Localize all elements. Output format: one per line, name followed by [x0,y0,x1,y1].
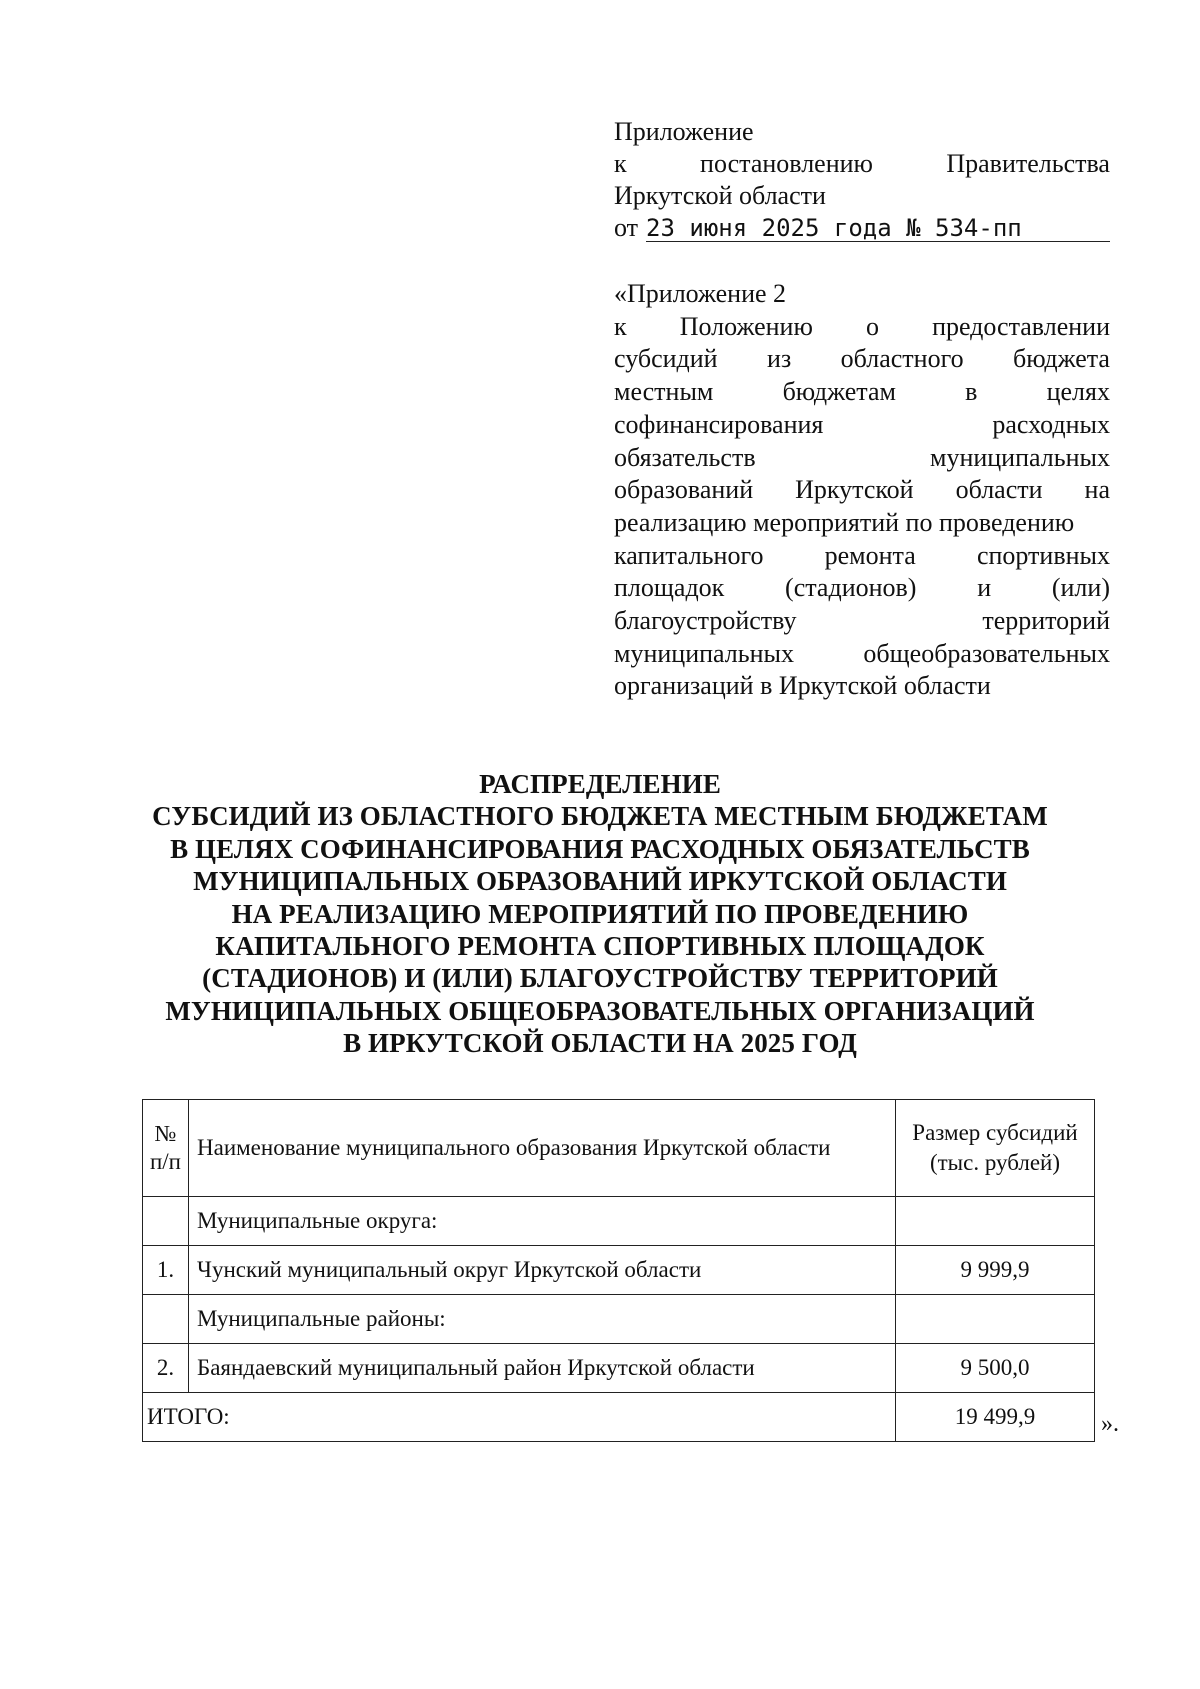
regulation-lines [614,311,1110,703]
row-num: 1. [143,1246,189,1295]
regulation-word: Положению [679,311,813,341]
closing-quote: ». [1101,1411,1119,1437]
regulation-word: спортивных [976,540,1110,570]
regulation-word: к [614,311,627,341]
regulation-word: ремонта [824,540,916,570]
regulation-word: расходных [992,409,1110,439]
regulation-word: области [955,475,1043,505]
regulation-word: муниципальных [929,442,1110,472]
regulation-line [614,605,1110,638]
heading-title: РАСПРЕДЕЛЕНИЕ [479,769,721,799]
regulation-word: (стадионов) [785,573,917,603]
regulation-word: муниципальных [614,638,795,668]
heading-line: МУНИЦИПАЛЬНЫХ ОБРАЗОВАНИЙ ИРКУТСКОЙ ОБЛАСТИ [193,866,1007,897]
row-name: Баяндаевский муниципальный район Иркутской области [189,1344,896,1393]
table-total-row [143,1393,1095,1442]
row-name: Муниципальные районы: [189,1295,896,1344]
heading-line: МУНИЦИПАЛЬНЫХ ОБЩЕОБРАЗОВАТЕЛЬНЫХ ОРГАНИЗАЦИЙ [165,995,1035,1026]
heading-line: (СТАДИОНОВ) И (ИЛИ) БЛАГОУСТРОЙСТВУ ТЕРРИТОРИЙ [202,963,998,994]
regulation-word: реализацию мероприятий по проведению [614,507,1075,537]
appendix-line-2 [614,148,1110,180]
regulation-line [614,572,1110,605]
distribution-table [142,1099,1095,1442]
regulation-word: целях [1046,377,1110,407]
row-value: 9 999,9 [896,1246,1095,1295]
regulation-word: в [965,377,978,407]
regulation-word: и [977,573,992,603]
regulation-line [614,507,1110,540]
row-num [143,1295,189,1344]
regulation-word: на [1084,475,1110,505]
table-row [143,1295,1095,1344]
regulation-word: организаций в Иркутской области [614,671,991,701]
header-value-line1: Размер субсидий [912,1120,1078,1145]
row-value [896,1197,1095,1246]
regulation-line [614,670,1110,703]
row-name: Чунский муниципальный округ Иркутской области [189,1246,896,1295]
regulation-word: образований [614,475,754,505]
regulation-line [614,311,1110,344]
regulation-word: софинансирования [614,409,824,439]
regulation-line [614,638,1110,671]
regulation-word: (или) [1051,573,1110,603]
total-value: 19 499,9 [896,1393,1095,1442]
regulation-word: субсидий [614,344,718,374]
heading-line: НА РЕАЛИЗАЦИЮ МЕРОПРИЯТИЙ ПО ПРОВЕДЕНИЮ [231,898,969,929]
regulation-word: о [865,311,879,341]
regulation-line [614,409,1110,442]
document-heading [120,768,1080,1060]
header-name-cell: Наименование муниципального образования Иркутской области [189,1100,896,1197]
regulation-word: областного [840,344,964,374]
regulation-line [614,540,1110,573]
appendix-date-line [614,212,1110,244]
heading-line: В ИРКУТСКОЙ ОБЛАСТИ НА 2025 ГОД [343,1028,857,1059]
row-name: Муниципальные округа: [189,1197,896,1246]
table-row [143,1344,1095,1393]
regulation-line [614,343,1110,376]
regulation-word: из [767,344,792,374]
row-num [143,1197,189,1246]
regulation-word: площадок [614,573,725,603]
appendix-word: постановлению [700,149,873,178]
header-num-line1: № [154,1121,177,1146]
appendix-title: Приложение [614,117,754,146]
row-value: 9 500,0 [896,1344,1095,1393]
regulation-word: бюджета [1013,344,1110,374]
regulation-word: общеобразовательных [863,638,1110,668]
header-num-cell [143,1100,189,1197]
heading-line: КАПИТАЛЬНОГО РЕМОНТА СПОРТИВНЫХ ПЛОЩАДОК [215,931,985,962]
heading-line: СУБСИДИЙ ИЗ ОБЛАСТНОГО БЮДЖЕТА МЕСТНЫМ БЮДЖЕТАМ [152,801,1048,832]
regulation-word: капитального [614,540,764,570]
regulation-line [614,442,1110,475]
regulation-line [614,376,1110,409]
appendix-line-3: Иркутской области [614,181,826,210]
date-prefix: от [614,213,639,242]
regulation-word: местным [614,377,714,407]
regulation-word: обязательств [614,442,756,472]
header-value-line2: (тыс. рублей) [929,1150,1061,1175]
regulation-word: территорий [982,606,1110,636]
total-label: ИТОГО: [143,1393,896,1442]
regulation-word: благоустройству [614,606,797,636]
row-num: 2. [143,1344,189,1393]
regulation-title: «Приложение 2 [614,279,787,308]
header-num-line2: п/п [149,1149,181,1174]
heading-line: В ЦЕЛЯХ СОФИНАНСИРОВАНИЯ РАСХОДНЫХ ОБЯЗАТЕЛЬСТВ [170,833,1030,864]
table-row [143,1197,1095,1246]
table-header-row [143,1100,1095,1197]
regulation-word: Иркутской [795,475,914,505]
regulation-block [614,278,1110,703]
appendix-block [614,116,1110,244]
appendix-word: к [614,149,627,178]
appendix-word: Правительства [946,149,1110,178]
row-value [896,1295,1095,1344]
regulation-line [614,474,1110,507]
regulation-word: предоставлении [932,311,1110,341]
date-value: 23 июня 2025 года № 534-пп [646,215,1110,242]
table-row [143,1246,1095,1295]
header-value-cell [896,1100,1095,1197]
regulation-word: бюджетам [782,377,896,407]
